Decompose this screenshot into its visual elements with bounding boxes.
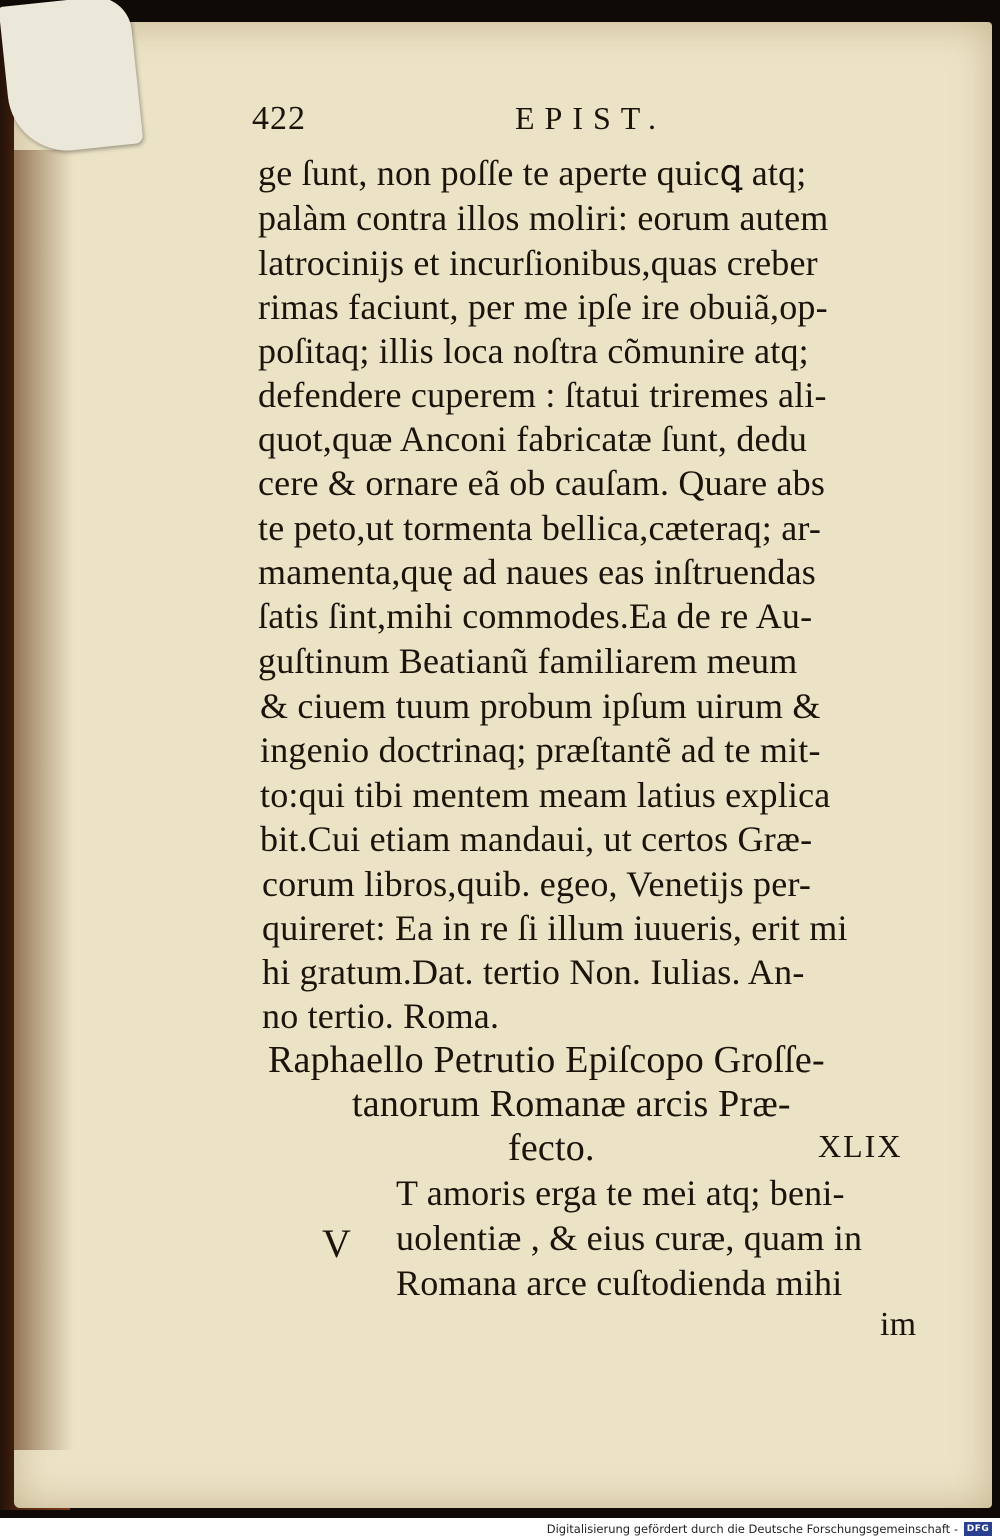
- body-line: quot,quæ Anconi fabricatæ ſunt, dedu: [258, 419, 808, 459]
- body-line: mamenta,quę ad naues eas inſtruendas: [258, 552, 816, 592]
- body-line: poſitaq; illis loca noſtra cõmunire atq;: [258, 331, 809, 371]
- running-head: [0, 100, 1000, 150]
- page-number: 422: [252, 100, 306, 137]
- body-line: guſtinum Beatianũ familiarem meum: [258, 641, 798, 681]
- section-title: EPIST.: [515, 100, 666, 136]
- body-line: hi gratum.Dat. tertio Non. Iulias. An-: [262, 952, 805, 992]
- letter-body-line: uolentiæ , & eius curæ, quam in: [396, 1218, 863, 1258]
- footer-bar: [0, 1518, 1000, 1540]
- letter-body-line: T amoris erga te mei atq; beni-: [396, 1173, 845, 1213]
- guide-letter: V: [322, 1221, 352, 1266]
- letter-heading-line: fecto.: [508, 1127, 595, 1169]
- body-line: ge ſunt, non poſſe te aperte quicꝗ atq;: [258, 153, 807, 193]
- body-line: palàm contra illos moliri: eorum autem: [258, 198, 829, 238]
- body-line: latrocinijs et incurſionibus,quas creber: [258, 243, 818, 283]
- body-line: to:qui tibi mentem meam latius explica: [260, 775, 831, 815]
- body-line: cere & ornare eã ob cauſam. Quare abs: [258, 463, 826, 503]
- body-line: no tertio. Roma.: [262, 996, 500, 1036]
- catchword: im: [880, 1306, 917, 1343]
- letter-heading-line: tanorum Romanæ arcis Præ-: [352, 1083, 791, 1125]
- body-line: ſatis ſint,mihi commodes.Ea de re Au-: [258, 596, 813, 636]
- body-line: defendere cuperem : ſtatui triremes ali-: [258, 375, 827, 415]
- letter-number: XLIX: [818, 1128, 903, 1164]
- funding-credit: Digitalisierung gefördert durch die Deutsche Forschungsgemeinschaft -: [546, 1522, 958, 1536]
- body-line: bit.Cui etiam mandaui, ut certos Græ-: [260, 819, 813, 859]
- letter-heading-line: Raphaello Petrutio Epiſcopo Groſſe-: [268, 1039, 825, 1081]
- letter-body-line: Romana arce cuſtodienda mihi: [396, 1263, 843, 1303]
- body-line: rimas faciunt, per me ipſe ire obuiã,op-: [258, 287, 828, 327]
- body-line: te peto,ut tormenta bellica,cæteraq; ar-: [258, 508, 822, 548]
- body-line: corum libros,quib. egeo, Venetijs per-: [262, 864, 812, 904]
- body-line: quireret: Ea in re ſi illum iuueris, erit mi: [262, 908, 848, 948]
- dfg-logo: DFG: [964, 1522, 992, 1536]
- body-line: & ciuem tuum probum ipſum uirum &: [260, 686, 821, 726]
- page-spine-shadow: [14, 150, 74, 1450]
- body-line: ingenio doctrinaq; præſtantẽ ad te mit-: [260, 730, 821, 770]
